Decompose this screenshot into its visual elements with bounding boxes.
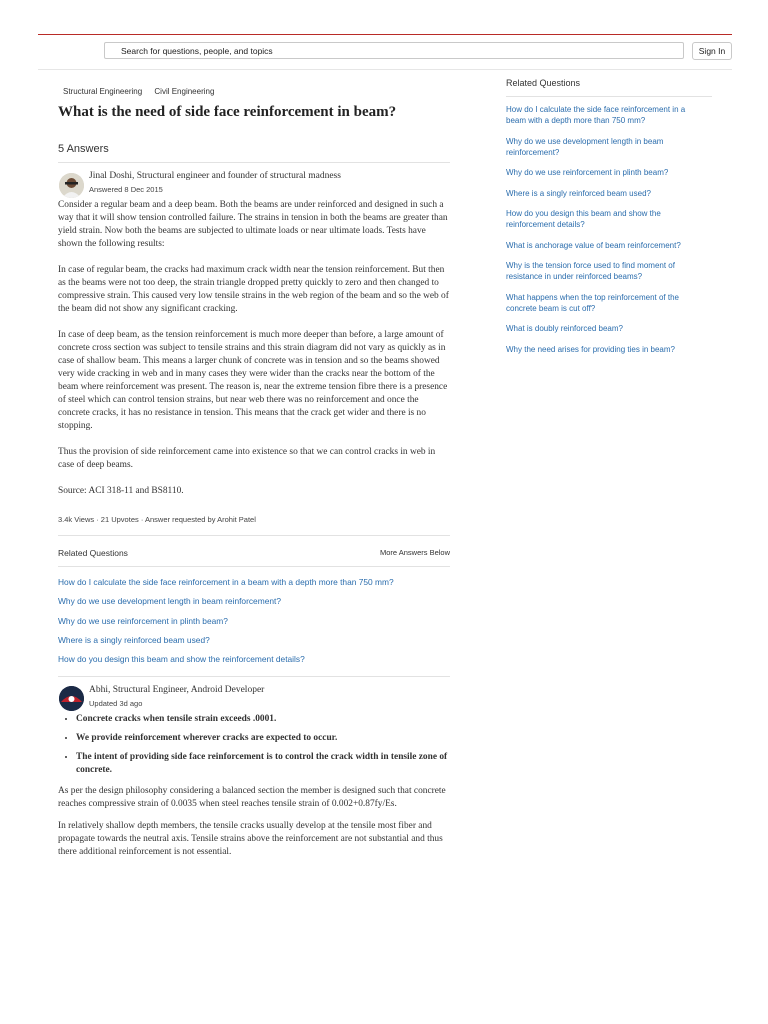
answer-paragraph: In relatively shallow depth members, the tensile cracks usually develop at the tensile most fiber and propagate towards the neutral axis. Tensile strains above the reinforcement are not substantial and thus there additional reinforcement is not essential. bbox=[58, 821, 443, 857]
related-question-link[interactable]: Why do we use development length in beam reinforcement? bbox=[58, 596, 281, 607]
answer-bullet: • We provide reinforcement wherever cracks are expected to occur. bbox=[76, 732, 452, 745]
sidebar-question-link[interactable]: How do I calculate the side face reinforcement in a beam with a depth more than 750 mm? bbox=[506, 105, 686, 125]
sidebar-question-link[interactable]: Where is a singly reinforced beam used? bbox=[506, 188, 651, 198]
answer-bullet: • Concrete cracks when tensile strain exceeds .0001. bbox=[76, 713, 452, 726]
sidebar-question-link[interactable]: Why the need arises for providing ties in beam? bbox=[506, 344, 675, 354]
sidebar-question-link[interactable]: Why is the tension force used to find moment of resistance in under reinforced beams? bbox=[506, 261, 675, 281]
sign-in-button[interactable]: Sign In bbox=[692, 42, 732, 60]
avatar-photo-icon bbox=[59, 173, 84, 198]
brand-accent-rule bbox=[38, 34, 732, 35]
author-credential[interactable]: Jinal Doshi, Structural engineer and founder of structural madness bbox=[89, 171, 341, 181]
sidebar-question-link[interactable]: How do you design this beam and show the reinforcement details? bbox=[506, 209, 661, 229]
related-question-link[interactable]: How do I calculate the side face reinforcement in a beam with a depth more than 750 mm? bbox=[58, 577, 394, 587]
topic-tags bbox=[63, 87, 224, 96]
answer-stats: 3.4k Views · 21 Upvotes · Answer requested by Arohit Patel bbox=[58, 515, 256, 524]
topic-tag[interactable]: Civil Engineering bbox=[154, 87, 215, 96]
answer-text bbox=[58, 713, 452, 868]
author-credential[interactable]: Abhi, Structural Engineer, Android Developer bbox=[89, 685, 265, 695]
answer-paragraph: Thus the provision of side reinforcement came into existence so that we can control cracks in web in case of deep beams. bbox=[58, 447, 436, 470]
divider bbox=[58, 162, 450, 163]
answer-text bbox=[58, 199, 452, 511]
answer-date[interactable]: Answered 8 Dec 2015 bbox=[89, 185, 163, 194]
sidebar-heading: Related Questions bbox=[506, 78, 581, 88]
related-questions-list bbox=[58, 576, 458, 672]
related-question-link[interactable]: Why do we use reinforcement in plinth beam? bbox=[58, 615, 228, 626]
answer-paragraph: As per the design philosophy considering a balanced section the member is designed such that concrete reaches compressive strain of 0.0035 when steel reaches tensile strain of 0.002+0.87fy/Es. bbox=[58, 786, 446, 809]
author-avatar[interactable] bbox=[59, 173, 84, 198]
sidebar-question-link[interactable]: Why do we use reinforcement in plinth beam? bbox=[506, 168, 669, 177]
sidebar-question-link[interactable]: What is anchorage value of beam reinforcement? bbox=[506, 240, 681, 250]
search-input[interactable]: Search for questions, people, and topics bbox=[104, 42, 684, 59]
answer-date[interactable]: Updated 3d ago bbox=[89, 699, 143, 708]
answer-bullet-list bbox=[58, 713, 452, 777]
header-divider bbox=[38, 69, 732, 70]
sidebar-question-link[interactable]: What happens when the top reinforcement of the concrete beam is cut off? bbox=[506, 292, 679, 313]
answer-source: Source: ACI 318-11 and BS8110. bbox=[58, 486, 184, 496]
answer-paragraph: Consider a regular beam and a deep beam. Both the beams are under reinforced and designed in such a way that it will show tension controlled failure. The strains in tension in both the beams are greater than yield strain. Now both the beams are subjected to ultimate loads or near ultimate loads. Tests have shown the following results: bbox=[58, 200, 448, 249]
sidebar-related-list bbox=[506, 104, 706, 364]
answer-count: 5 Answers bbox=[58, 143, 109, 155]
answer-paragraph: In case of deep beam, as the tension reinforcement is much more deeper than before, a large amount of concrete cross section was subject to tensile strains and this strain diagram did not vary as quickly as in case of shallow beam. This means a larger chunk of concrete was in tension and so the beams showed very wide cracking in web and in many cases they were wider than the cracks near the bottom of the beam where reinforcement was present. The reason is, near the extreme tension fibre there is a presence of steel which can control tension strains, but near web there was no reinforcement and once the concrete cracks, it has no resistance in tension. This means that the crack get wider and there is no stopping. bbox=[58, 330, 448, 431]
more-answers-label: More Answers Below bbox=[379, 548, 450, 557]
divider bbox=[58, 566, 450, 567]
sidebar-question-link[interactable]: Why do we use development length in beam reinforcement? bbox=[506, 136, 664, 157]
author-avatar[interactable] bbox=[59, 686, 84, 711]
topic-tag[interactable]: Structural Engineering bbox=[63, 87, 143, 96]
sidebar-question-link[interactable]: What is doubly reinforced beam? bbox=[506, 324, 623, 333]
divider bbox=[58, 676, 450, 677]
related-questions-heading: Related Questions bbox=[58, 548, 128, 558]
answer-paragraph: In case of regular beam, the cracks had maximum crack width near the tension reinforcement. But then as the beams were not too deep, the strain triangle dropped pretty quickly to zero and then changed to compressive strain. This caused very low tensile strains in the web region of the beam and so the web of the beam did not show any significant cracking. bbox=[58, 265, 449, 314]
sidebar-divider bbox=[506, 96, 712, 97]
related-question-link[interactable]: How do you design this beam and show the reinforcement details? bbox=[58, 654, 305, 665]
question-title[interactable]: What is the need of side face reinforcement in beam? bbox=[58, 104, 397, 120]
related-questions-header bbox=[58, 548, 450, 558]
answer-bullet: • The intent of providing side face reinforcement is to control the crack width in tensile zone of concrete. bbox=[76, 751, 452, 777]
divider bbox=[58, 535, 450, 536]
avatar-logo-icon bbox=[59, 686, 84, 711]
related-question-link[interactable]: Where is a singly reinforced beam used? bbox=[58, 634, 210, 645]
